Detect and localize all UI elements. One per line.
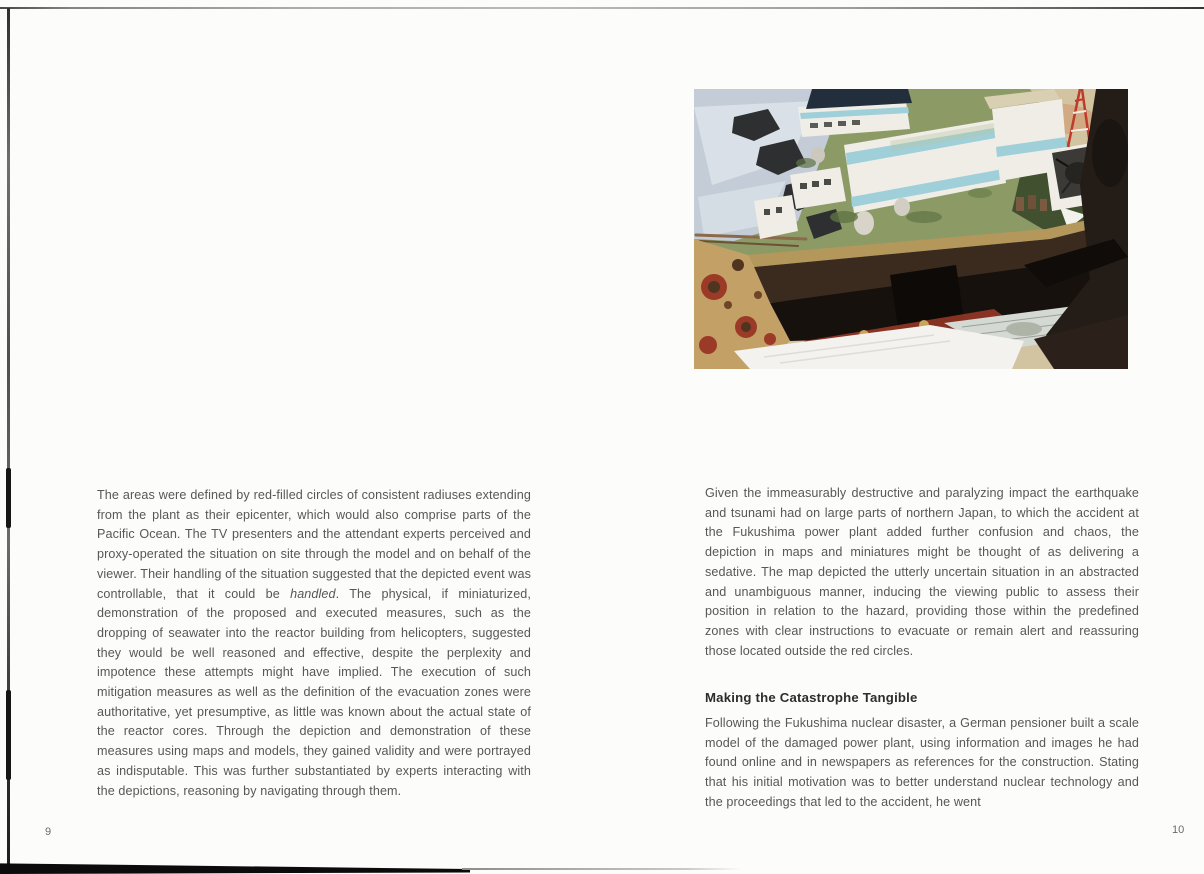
right-page-number: 10 (1172, 824, 1185, 836)
scan-top-edge (0, 7, 1204, 9)
scan-binding-mark (6, 468, 11, 528)
section-heading: Making the Catastrophe Tangible (705, 690, 918, 705)
left-page-number: 9 (45, 826, 52, 838)
model-photo-art (694, 89, 1128, 369)
paragraph-text: Following the Fukushima nuclear disaster, a German pensioner built a scale model of the damaged power plant, using information and images he had found online and in newspapers as references for the construction. Stating that his initial motivation was to better understand nuclear technology and the proceedings that led to the accident, he went (705, 716, 1139, 809)
scan-bottom-edge-fade (462, 868, 742, 870)
italic-word: handled (290, 586, 336, 601)
paragraph-text (97, 486, 531, 801)
paragraph-segment: . The physical, if miniaturized, demonstration of the proposed and executed measures, such as the dropping of seawater into the reactor building from helicopters, suggested they would be well reasoned and effective, despite the perplexity and impotence these attempts might have implied. The execution of such mitigation measures as well as the definition of the evacuation zones were authoritative, yet presumptive, as little was known about the actual state of the reactor cores. Through the depiction and demonstration of these measures using maps and models, they gained validity and were portrayed as indisputable. This was further substantiated by experts interacting with the depictions, reasoning by navigating through them. (97, 586, 532, 798)
paragraph-segment: The areas were defined by red-filled circles of consistent radiuses extending from the plant as their epicenter, which would also comprise parts of the Pacific Ocean. The TV presenters and the attendant experts perceived and proxy-operated the situation on site through the model and on behalf of the viewer. Their handling of the situation suggested that the depicted event was controllable, that it could be (97, 488, 531, 601)
right-page-paragraph-1 (705, 484, 1139, 661)
model-photo (694, 89, 1128, 369)
scan-binding-mark (6, 690, 11, 780)
left-page-paragraph (97, 486, 531, 801)
scan-bottom-edge (0, 861, 470, 874)
right-page-paragraph-2 (705, 714, 1139, 813)
paragraph-text: Given the immeasurably destructive and paralyzing impact the earthquake and tsunami had on large parts of northern Japan, to which the accident at the Fukushima power plant added further confusion and chaos, the depiction in maps and miniatures might be thought of as delivering a sedative. The map depicted the utterly uncertain situation in an abstracted and unambiguous manner, inducing the viewing public to assess their position in relation to the hazard, providing those within the predefined zones with clear instructions to evacuate or remain alert and reassuring those located outside the red circles. (705, 486, 1139, 658)
